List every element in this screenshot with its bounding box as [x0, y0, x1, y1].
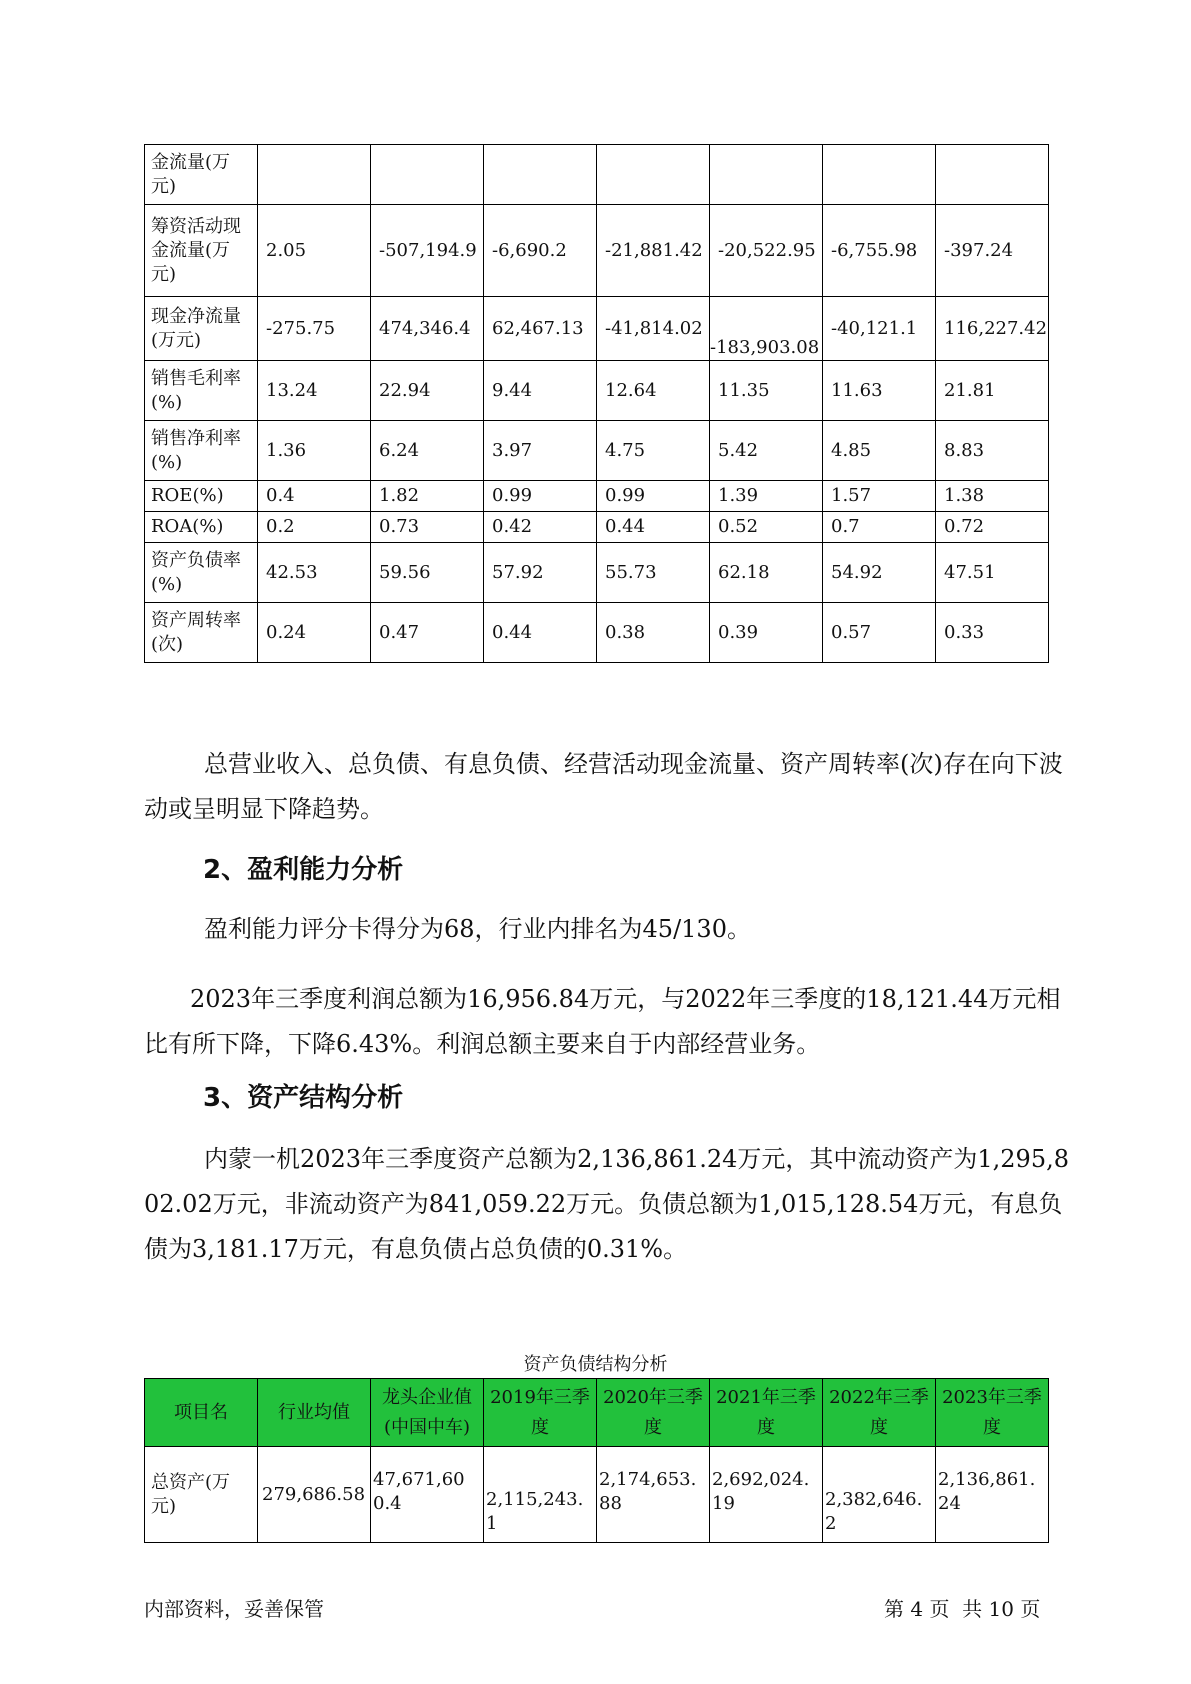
cell: 4.85: [823, 421, 936, 481]
row-label: 资产周转率(次): [145, 603, 258, 663]
cell: 116,227.42: [936, 297, 1049, 361]
table-row: [145, 205, 1049, 297]
column-header: 2020年三季度: [597, 1379, 710, 1447]
cell: 0.47: [371, 603, 484, 663]
cell: [710, 145, 823, 205]
cell: [484, 145, 597, 205]
cell: -507,194.9: [371, 205, 484, 297]
cell: 0.44: [484, 603, 597, 663]
cell: 0.4: [258, 481, 371, 512]
cell: 2,174,653.88: [597, 1447, 710, 1543]
cell: 0.24: [258, 603, 371, 663]
cell: 42.53: [258, 543, 371, 603]
summary-paragraph: 总营业收入、总负债、有息负债、经营活动现金流量、资产周转率(次)存在向下波动或呈明显下降趋势。: [144, 750, 1063, 823]
cell: 1.57: [823, 481, 936, 512]
cell: -21,881.42: [597, 205, 710, 297]
column-header: 2021年三季度: [710, 1379, 823, 1447]
cell: 0.99: [597, 481, 710, 512]
table-row: [145, 297, 1049, 361]
cell: 0.38: [597, 603, 710, 663]
column-header: 2022年三季度: [823, 1379, 936, 1447]
financial-metrics-table: [144, 144, 1049, 663]
column-header: 2019年三季度: [484, 1379, 597, 1447]
cell: -6,690.2: [484, 205, 597, 297]
row-label: ROA(%): [145, 512, 258, 543]
row-label: 金流量(万元): [145, 145, 258, 205]
row-label: 筹资活动现金流量(万元): [145, 205, 258, 297]
table-row: [145, 603, 1049, 663]
column-header: 项目名: [145, 1379, 258, 1447]
footer-page-number: 第 4 页 共 10 页: [884, 1597, 1041, 1621]
cell: 0.72: [936, 512, 1049, 543]
asset-liability-structure-table: [144, 1378, 1049, 1543]
column-header: 2023年三季度: [936, 1379, 1049, 1447]
cell: 0.2: [258, 512, 371, 543]
table-header-row: [145, 1379, 1049, 1447]
cell: 1.39: [710, 481, 823, 512]
table-row: [145, 421, 1049, 481]
table-row: [145, 1447, 1049, 1543]
cell: 0.44: [597, 512, 710, 543]
cell: 2,692,024.19: [710, 1447, 823, 1543]
row-label: 销售净利率(%): [145, 421, 258, 481]
cell: -397.24: [936, 205, 1049, 297]
row-label: 现金净流量(万元): [145, 297, 258, 361]
cell: [936, 145, 1049, 205]
cell: [258, 145, 371, 205]
cell: 62.18: [710, 543, 823, 603]
cell: 2,382,646.2: [823, 1447, 936, 1543]
asset-structure-paragraph: 内蒙一机2023年三季度资产总额为2,136,861.24万元，其中流动资产为1,295,802.02万元，非流动资产为841,059.22万元。负债总额为1,015,128.54万元，有息负债为3,181.17万元，有息负债占总负债的0.31%。: [144, 1145, 1069, 1263]
row-label: 总资产(万元): [145, 1447, 258, 1543]
cell: -20,522.95: [710, 205, 823, 297]
profit-total-paragraph: 2023年三季度利润总额为16,956.84万元，与2022年三季度的18,121.44万元相比有所下降，下降6.43%。利润总额主要来自于内部经营业务。: [144, 985, 1061, 1058]
cell: 0.7: [823, 512, 936, 543]
cell: 22.94: [371, 361, 484, 421]
profitability-score-paragraph: 盈利能力评分卡得分为68，行业内排名为45/130。: [204, 915, 751, 943]
cell: 1.82: [371, 481, 484, 512]
cell: [371, 145, 484, 205]
cell: 6.24: [371, 421, 484, 481]
column-header: 龙头企业值(中国中车): [371, 1379, 484, 1447]
cell: 2.05: [258, 205, 371, 297]
cell: 55.73: [597, 543, 710, 603]
cell: [597, 145, 710, 205]
cell: 279,686.58: [258, 1447, 371, 1543]
cell: 0.42: [484, 512, 597, 543]
cell: 2,115,243.1: [484, 1447, 597, 1543]
cell: 0.52: [710, 512, 823, 543]
cell: -41,814.02: [597, 297, 710, 361]
cell: 0.99: [484, 481, 597, 512]
cell: 13.24: [258, 361, 371, 421]
cell: 9.44: [484, 361, 597, 421]
cell: -6,755.98: [823, 205, 936, 297]
section-heading-asset-structure: 3、资产结构分析: [203, 1083, 404, 1113]
cell: 4.75: [597, 421, 710, 481]
cell: 0.57: [823, 603, 936, 663]
table-row: [145, 145, 1049, 205]
column-header: 行业均值: [258, 1379, 371, 1447]
table-row: [145, 481, 1049, 512]
table-row: [145, 543, 1049, 603]
cell: 54.92: [823, 543, 936, 603]
cell: 11.63: [823, 361, 936, 421]
row-label: 资产负债率(%): [145, 543, 258, 603]
cell: 11.35: [710, 361, 823, 421]
cell: 1.36: [258, 421, 371, 481]
table-row: [145, 512, 1049, 543]
cell: -40,121.1: [823, 297, 936, 361]
cell: 47.51: [936, 543, 1049, 603]
footer-confidential-note: 内部资料，妥善保管: [144, 1597, 324, 1621]
cell: 0.33: [936, 603, 1049, 663]
row-label: 销售毛利率(%): [145, 361, 258, 421]
cell: 474,346.4: [371, 297, 484, 361]
cell: -183,903.08: [710, 297, 823, 361]
cell: 2,136,861.24: [936, 1447, 1049, 1543]
cell: 57.92: [484, 543, 597, 603]
row-label: ROE(%): [145, 481, 258, 512]
cell: 0.39: [710, 603, 823, 663]
cell: 1.38: [936, 481, 1049, 512]
cell: 12.64: [597, 361, 710, 421]
cell: 62,467.13: [484, 297, 597, 361]
cell: [823, 145, 936, 205]
table-row: [145, 361, 1049, 421]
cell: 21.81: [936, 361, 1049, 421]
cell: 8.83: [936, 421, 1049, 481]
cell: 0.73: [371, 512, 484, 543]
cell: 3.97: [484, 421, 597, 481]
section-heading-profitability: 2、盈利能力分析: [203, 855, 404, 885]
cell: 59.56: [371, 543, 484, 603]
cell: 5.42: [710, 421, 823, 481]
table-caption: 资产负债结构分析: [523, 1354, 668, 1375]
cell: 47,671,600.4: [371, 1447, 484, 1543]
cell: -275.75: [258, 297, 371, 361]
